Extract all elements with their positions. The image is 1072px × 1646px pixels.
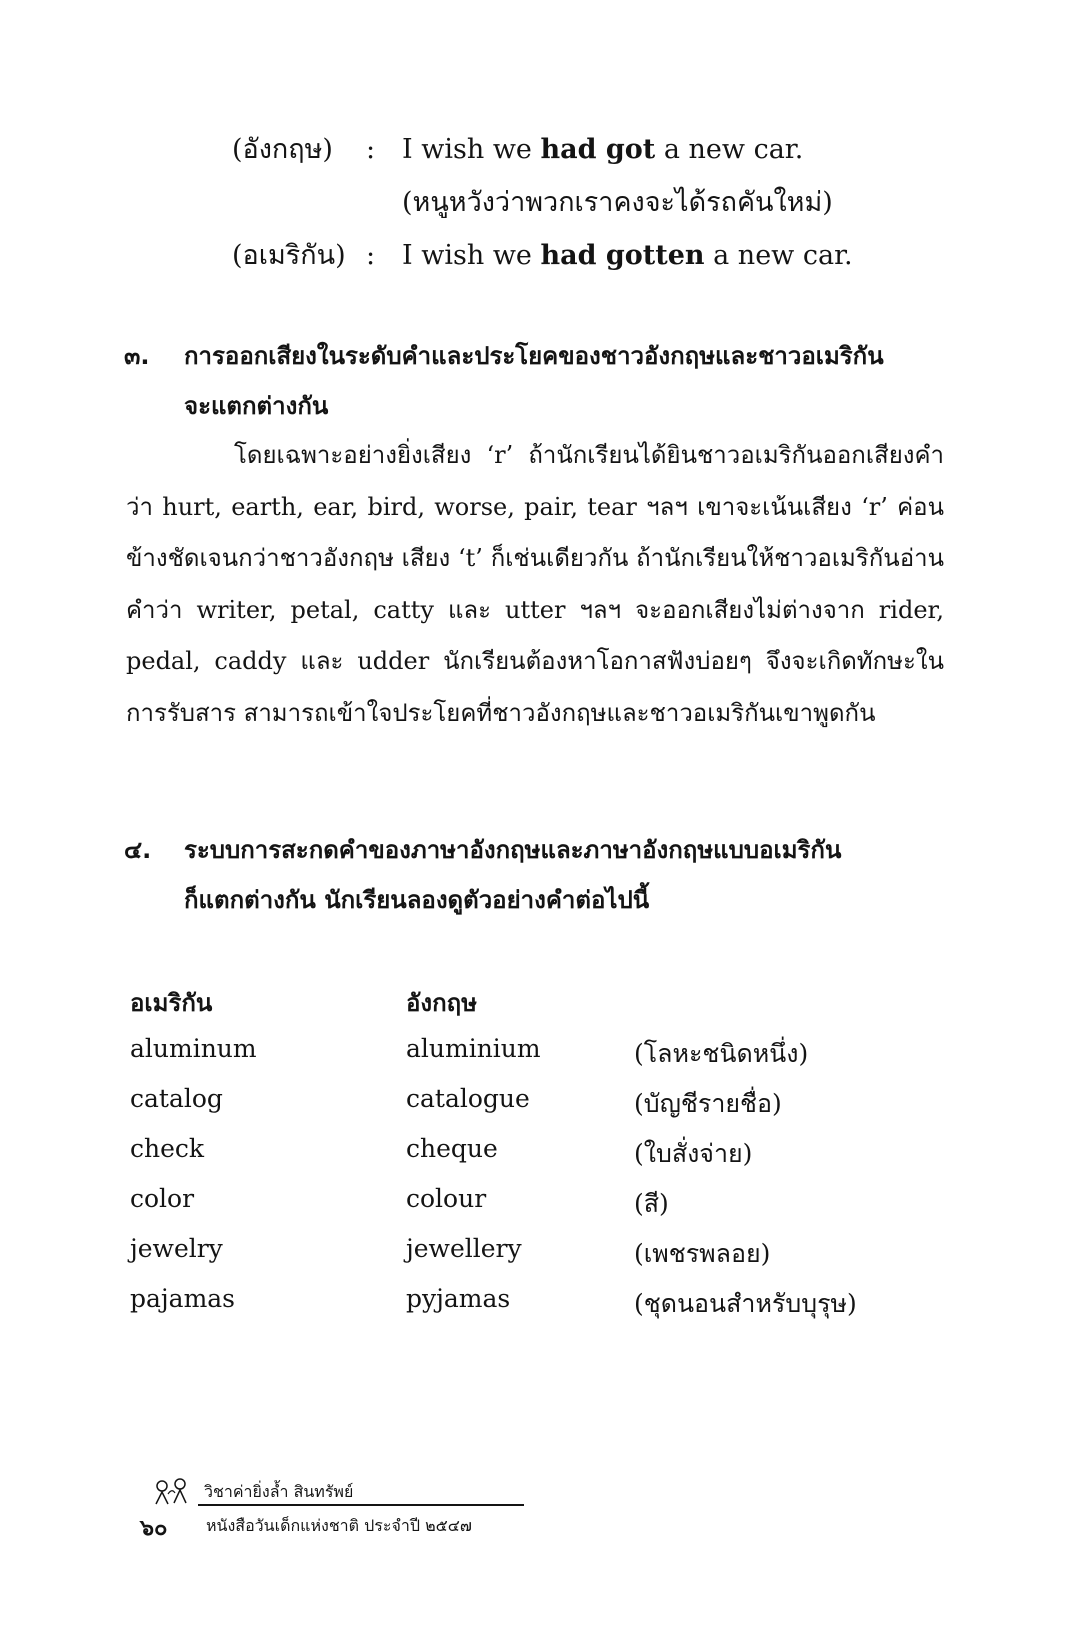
footer-divider	[198, 1504, 524, 1506]
table-cell-meaning: (สี)	[634, 1189, 669, 1218]
example-sentence-american: I wish we had gotten a new car.	[402, 240, 853, 271]
table-cell-american: color	[130, 1184, 195, 1213]
table-cell-meaning: (โลหะชนิดหนึ่ง)	[634, 1039, 809, 1068]
children-logo-icon	[148, 1476, 196, 1506]
column-header-american: อเมริกัน	[130, 989, 213, 1017]
page-number: ๖๐	[140, 1516, 168, 1541]
table-cell-meaning: (เพชรพลอย)	[634, 1239, 771, 1268]
example-colon: :	[366, 240, 376, 271]
table-cell-american: check	[130, 1134, 205, 1163]
example-translation: (หนูหวังว่าพวกเราคงจะได้รถคันใหม่)	[402, 187, 833, 218]
table-cell-meaning: (ชุดนอนสำหรับบุรุษ)	[634, 1289, 857, 1318]
example-sentence-british: I wish we had got a new car.	[402, 134, 804, 165]
table-cell-american: aluminum	[130, 1034, 257, 1063]
column-header-british: อังกฤษ	[406, 989, 478, 1017]
table-cell-british: catalogue	[406, 1084, 530, 1113]
example-label-british: (อังกฤษ)	[232, 134, 333, 165]
section-4-number: ๔.	[124, 836, 152, 864]
section-4-heading-line2: ก็แตกต่างกัน นักเรียนลองดูตัวอย่างคำต่อไปนี้	[184, 886, 650, 914]
footer-motto: วิชาค่ายิ่งล้ำ สินทรัพย์	[204, 1482, 354, 1501]
example-label-american: (อเมริกัน)	[232, 240, 346, 271]
table-cell-american: pajamas	[130, 1284, 236, 1313]
table-cell-american: jewelry	[130, 1234, 223, 1263]
table-cell-american: catalog	[130, 1084, 223, 1113]
table-cell-british: pyjamas	[406, 1284, 511, 1313]
table-cell-british: jewellery	[406, 1234, 522, 1263]
section-3-number: ๓.	[124, 342, 150, 370]
section-3-heading-line2: จะแตกต่างกัน	[184, 392, 329, 420]
table-cell-british: colour	[406, 1184, 487, 1213]
table-cell-british: cheque	[406, 1134, 498, 1163]
table-cell-meaning: (บัญชีรายชื่อ)	[634, 1089, 782, 1118]
footer-book-title: หนังสือวันเด็กแห่งชาติ ประจำปี ๒๕๔๗	[206, 1516, 472, 1535]
table-cell-meaning: (ใบสั่งจ่าย)	[634, 1139, 753, 1168]
section-4-heading-line1: ระบบการสะกดคำของภาษาอังกฤษและภาษาอังกฤษแบบอเมริกัน	[184, 836, 842, 864]
example-colon: :	[366, 134, 376, 165]
section-3-paragraph: โดยเฉพาะอย่างยิ่งเสียง ‘r’ ถ้านักเรียนได้ยินชาวอเมริกันออกเสียงคำว่า hurt, earth, ear, bird, worse, pair, tear ฯลฯ เขาจะเน้นเสียง ‘r’ ค่อนข้างชัดเจนกว่าชาวอังกฤษ เสียง ‘t’ ก็เช่นเดียวกัน ถ้านักเรียนให้ชาวอเมริกันอ่านคำว่า writer, petal, catty และ utter ฯลฯ จะออกเสียงไม่ต่างจาก rider, pedal, caddy และ udder นักเรียนต้องหาโอกาสฟังบ่อยๆ จึงจะเกิดทักษะในการรับสาร สามารถเข้าใจประโยคที่ชาวอังกฤษและชาวอเมริกันเขาพูดกัน	[126, 441, 944, 727]
section-3-heading-line1: การออกเสียงในระดับคำและประโยคของชาวอังกฤษและชาวอเมริกัน	[184, 342, 884, 370]
table-cell-british: aluminium	[406, 1034, 541, 1063]
